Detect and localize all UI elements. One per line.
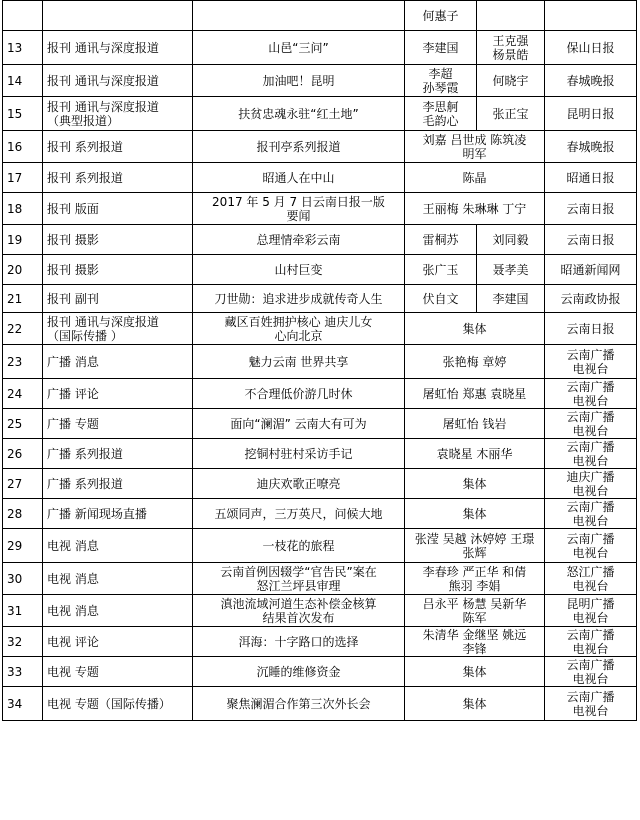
table-row — [3, 31, 637, 65]
row-author: 吕永平 杨慧 吴新华 陈军 — [405, 595, 545, 627]
row-number: 29 — [3, 529, 43, 563]
row-author: 张艳梅 章婷 — [405, 345, 545, 379]
row-number: 30 — [3, 563, 43, 595]
row-number — [3, 1, 43, 31]
row-category: 报刊 通讯与深度报道 — [43, 31, 193, 65]
row-title: 沉睡的维修资金 — [193, 657, 405, 687]
row-category: 广播 评论 — [43, 379, 193, 409]
row-unit: 昭通日报 — [545, 163, 637, 193]
row-number: 25 — [3, 409, 43, 439]
row-category: 报刊 摄影 — [43, 255, 193, 285]
row-category: 报刊 通讯与深度报道 （典型报道） — [43, 97, 193, 131]
row-unit: 昆明广播 电视台 — [545, 595, 637, 627]
row-unit: 云南广播 电视台 — [545, 657, 637, 687]
row-category: 报刊 系列报道 — [43, 163, 193, 193]
row-author: 李超 孙琴霞 — [405, 65, 477, 97]
row-number: 14 — [3, 65, 43, 97]
table-row — [3, 97, 637, 131]
row-category: 电视 消息 — [43, 595, 193, 627]
row-title: 滇池流域河道生态补偿金核算 结果首次发布 — [193, 595, 405, 627]
row-unit: 春城晚报 — [545, 65, 637, 97]
row-category: 电视 专题（国际传播） — [43, 687, 193, 721]
row-author — [477, 1, 545, 31]
row-title: 藏区百姓拥护核心 迪庆儿女 心向北京 — [193, 313, 405, 345]
table-row — [3, 193, 637, 225]
row-author: 集体 — [405, 657, 545, 687]
row-title: 云南首例因辍学“官告民”案在 怒江兰坪县审理 — [193, 563, 405, 595]
row-author: 李建国 — [405, 31, 477, 65]
row-number: 23 — [3, 345, 43, 379]
row-author: 刘同毅 — [477, 225, 545, 255]
row-category: 报刊 摄影 — [43, 225, 193, 255]
row-author: 集体 — [405, 469, 545, 499]
row-title: 挖铜村驻村采访手记 — [193, 439, 405, 469]
row-unit — [545, 1, 637, 31]
table-row — [3, 285, 637, 313]
row-number: 16 — [3, 131, 43, 163]
row-author: 聂孝美 — [477, 255, 545, 285]
row-number: 33 — [3, 657, 43, 687]
row-author: 张广玉 — [405, 255, 477, 285]
row-number: 19 — [3, 225, 43, 255]
row-unit: 怒江广播 电视台 — [545, 563, 637, 595]
table-row — [3, 687, 637, 721]
row-title: 总理情牵彩云南 — [193, 225, 405, 255]
row-number: 27 — [3, 469, 43, 499]
row-author: 朱清华 金继坚 姚远 李锋 — [405, 627, 545, 657]
table-row — [3, 409, 637, 439]
row-author: 李思舸 毛韵心 — [405, 97, 477, 131]
row-title: 山村巨变 — [193, 255, 405, 285]
row-title: 面向“澜湄” 云南大有可为 — [193, 409, 405, 439]
row-title: 昭通人在中山 — [193, 163, 405, 193]
row-title: 不合理低价游几时休 — [193, 379, 405, 409]
table-row — [3, 379, 637, 409]
table-row — [3, 563, 637, 595]
row-category: 广播 专题 — [43, 409, 193, 439]
table-row — [3, 313, 637, 345]
row-unit: 昆明日报 — [545, 97, 637, 131]
table-row — [3, 225, 637, 255]
row-unit: 云南日报 — [545, 193, 637, 225]
row-category: 报刊 通讯与深度报道 （国际传播 ） — [43, 313, 193, 345]
row-number: 21 — [3, 285, 43, 313]
row-category: 广播 新闻现场直播 — [43, 499, 193, 529]
row-number: 34 — [3, 687, 43, 721]
row-number: 15 — [3, 97, 43, 131]
row-category: 广播 系列报道 — [43, 469, 193, 499]
row-category: 报刊 版面 — [43, 193, 193, 225]
row-category: 报刊 系列报道 — [43, 131, 193, 163]
row-category: 电视 消息 — [43, 529, 193, 563]
row-author: 王克强 杨景皓 — [477, 31, 545, 65]
award-table — [2, 0, 637, 721]
row-number: 17 — [3, 163, 43, 193]
table-row — [3, 439, 637, 469]
row-title: 山邑“三问” — [193, 31, 405, 65]
row-unit: 云南日报 — [545, 225, 637, 255]
row-author: 何晓宇 — [477, 65, 545, 97]
row-category: 广播 消息 — [43, 345, 193, 379]
table-row — [3, 529, 637, 563]
row-category: 电视 消息 — [43, 563, 193, 595]
table-row — [3, 499, 637, 529]
row-number: 31 — [3, 595, 43, 627]
row-author: 屠虹怡 钱岩 — [405, 409, 545, 439]
row-category: 电视 专题 — [43, 657, 193, 687]
row-category — [43, 1, 193, 31]
row-title: 聚焦澜湄合作第三次外长会 — [193, 687, 405, 721]
row-title: 报刊亭系列报道 — [193, 131, 405, 163]
row-title: 洱海：十字路口的选择 — [193, 627, 405, 657]
row-title: 迪庆欢歌正嘹亮 — [193, 469, 405, 499]
row-unit: 云南广播 电视台 — [545, 345, 637, 379]
table-row — [3, 657, 637, 687]
row-number: 24 — [3, 379, 43, 409]
row-unit: 云南日报 — [545, 313, 637, 345]
row-author: 张正宝 — [477, 97, 545, 131]
table-row — [3, 627, 637, 657]
award-table-body — [3, 1, 637, 721]
row-unit: 云南广播 电视台 — [545, 627, 637, 657]
table-row — [3, 65, 637, 97]
row-number: 18 — [3, 193, 43, 225]
row-unit: 保山日报 — [545, 31, 637, 65]
row-author: 刘嘉 吕世成 陈筑凌 明军 — [405, 131, 545, 163]
row-unit: 云南广播 电视台 — [545, 687, 637, 721]
table-row — [3, 1, 637, 31]
row-title — [193, 1, 405, 31]
table-row — [3, 595, 637, 627]
table-row — [3, 255, 637, 285]
row-author: 何惠子 — [405, 1, 477, 31]
row-author: 王丽梅 朱琳琳 丁宁 — [405, 193, 545, 225]
row-number: 28 — [3, 499, 43, 529]
row-author: 雷桐苏 — [405, 225, 477, 255]
row-number: 22 — [3, 313, 43, 345]
row-author: 张滢 吴越 沐婷婷 王璟 张辉 — [405, 529, 545, 563]
row-author: 李春珍 严正华 和倩 熊羽 李娟 — [405, 563, 545, 595]
row-title: 2017 年 5 月 7 日云南日报一版 要闻 — [193, 193, 405, 225]
row-category: 报刊 副刊 — [43, 285, 193, 313]
row-author: 伏自文 — [405, 285, 477, 313]
table-row — [3, 469, 637, 499]
row-author: 集体 — [405, 499, 545, 529]
table-row — [3, 131, 637, 163]
row-title: 刀世勋：追求进步成就传奇人生 — [193, 285, 405, 313]
row-author: 屠虹怡 郑惠 袁晓星 — [405, 379, 545, 409]
row-category: 报刊 通讯与深度报道 — [43, 65, 193, 97]
row-number: 13 — [3, 31, 43, 65]
row-title: 五颂同声，三万英尺，问候大地 — [193, 499, 405, 529]
row-unit: 云南广播 电视台 — [545, 499, 637, 529]
row-title: 扶贫忠魂永驻“红土地” — [193, 97, 405, 131]
table-row — [3, 345, 637, 379]
row-title: 一枝花的旅程 — [193, 529, 405, 563]
row-author: 李建国 — [477, 285, 545, 313]
row-unit: 云南广播 电视台 — [545, 529, 637, 563]
row-category: 电视 评论 — [43, 627, 193, 657]
table-row — [3, 163, 637, 193]
row-unit: 云南政协报 — [545, 285, 637, 313]
row-unit: 昭通新闻网 — [545, 255, 637, 285]
row-unit: 云南广播 电视台 — [545, 379, 637, 409]
row-author: 集体 — [405, 313, 545, 345]
row-number: 26 — [3, 439, 43, 469]
row-unit: 迪庆广播 电视台 — [545, 469, 637, 499]
row-number: 32 — [3, 627, 43, 657]
row-author: 陈晶 — [405, 163, 545, 193]
row-category: 广播 系列报道 — [43, 439, 193, 469]
row-title: 加油吧！昆明 — [193, 65, 405, 97]
row-unit: 云南广播 电视台 — [545, 439, 637, 469]
row-unit: 春城晚报 — [545, 131, 637, 163]
row-number: 20 — [3, 255, 43, 285]
row-title: 魅力云南 世界共享 — [193, 345, 405, 379]
row-author: 集体 — [405, 687, 545, 721]
row-author: 袁晓星 木丽华 — [405, 439, 545, 469]
row-unit: 云南广播 电视台 — [545, 409, 637, 439]
